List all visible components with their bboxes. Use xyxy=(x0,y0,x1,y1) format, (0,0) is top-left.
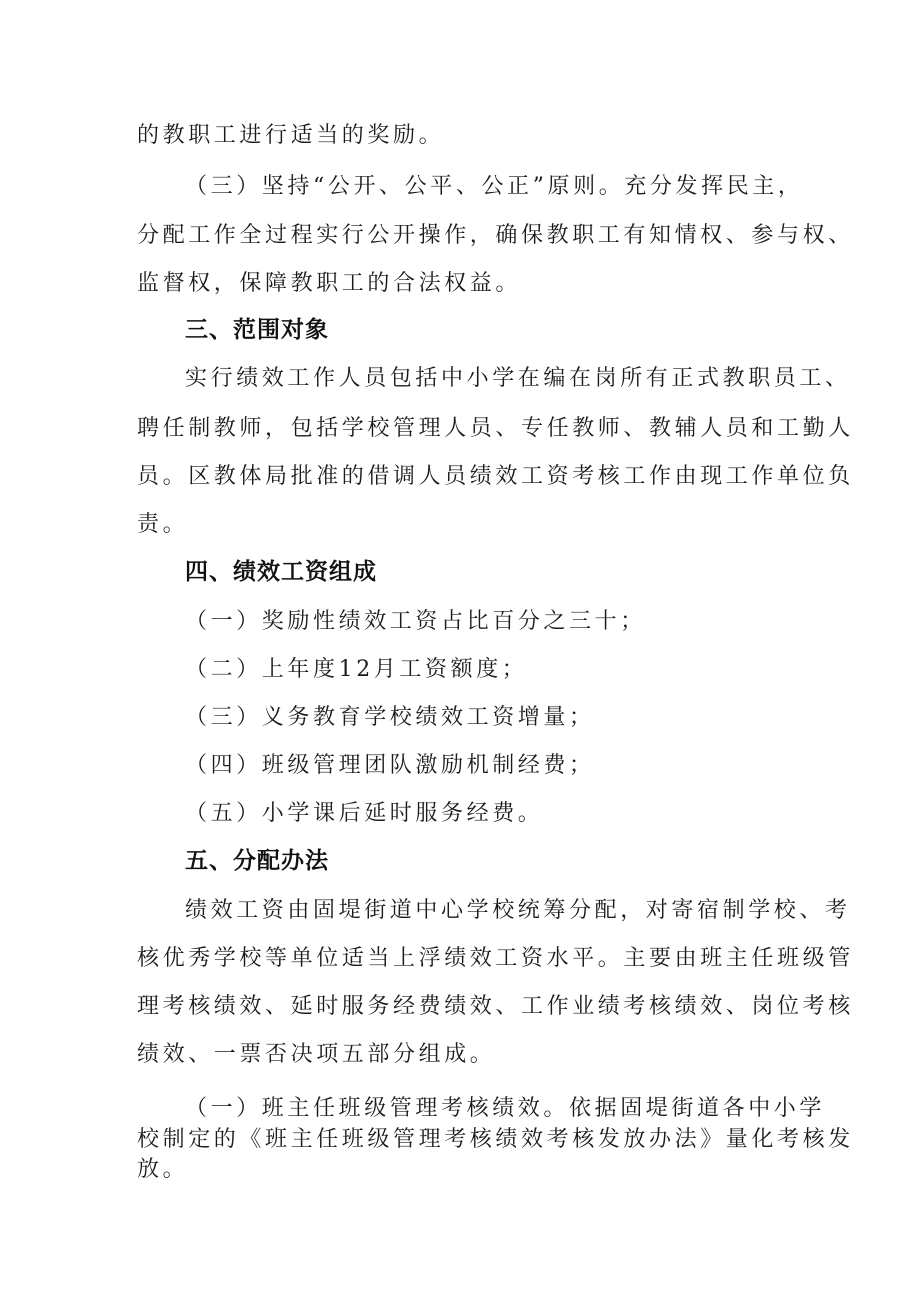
section-four-item: （四）班级管理团队激励机制经费； xyxy=(185,753,595,778)
section-four-item: （二）上年度12月工资额度； xyxy=(185,657,528,682)
section-five-sub-one-line: 放。 xyxy=(137,1157,189,1182)
section-four-item: （三）义务教育学校绩效工资增量； xyxy=(185,705,595,730)
section-four-heading: 四、绩效工资组成 xyxy=(185,559,377,585)
section-five-sub-one-line: 校制定的《班主任班级管理考核绩效考核发放办法》量化考核发 xyxy=(137,1127,854,1152)
principle-three-line: （三）坚持“公开、公平、公正”原则。充分发挥民主， xyxy=(185,174,804,199)
section-three-line: 聘任制教师，包括学校管理人员、专任教师、教辅人员和工勤人 xyxy=(137,416,854,441)
section-three-line: 责。 xyxy=(137,512,189,537)
section-four-item: （一）奖励性绩效工资占比百分之三十； xyxy=(185,609,646,634)
section-five-line: 理考核绩效、延时服务经费绩效、工作业绩考核绩效、岗位考核 xyxy=(137,994,854,1019)
paragraph-line: 的教职工进行适当的奖励。 xyxy=(137,123,445,148)
principle-three-line: 监督权，保障教职工的合法权益。 xyxy=(137,271,522,296)
section-three-line: 实行绩效工作人员包括中小学在编在岗所有正式教职员工、 xyxy=(185,366,851,391)
section-three-line: 员。区教体局批准的借调人员绩效工资考核工作由现工作单位负 xyxy=(137,464,854,489)
section-three-heading: 三、范围对象 xyxy=(185,317,329,343)
section-five-sub-one-line: （一）班主任班级管理考核绩效。依据固堤街道各中小学 xyxy=(185,1096,826,1121)
section-four-item: （五）小学课后延时服务经费。 xyxy=(185,801,544,826)
section-five-line: 绩效工资由固堤街道中心学校统筹分配，对寄宿制学校、考 xyxy=(185,898,851,923)
section-five-line: 核优秀学校等单位适当上浮绩效工资水平。主要由班主任班级管 xyxy=(137,946,854,971)
section-five-line: 绩效、一票否决项五部分组成。 xyxy=(137,1042,496,1067)
principle-three-line: 分配工作全过程实行公开操作，确保教职工有知情权、参与权、 xyxy=(137,223,854,248)
section-five-heading: 五、分配办法 xyxy=(185,848,329,874)
